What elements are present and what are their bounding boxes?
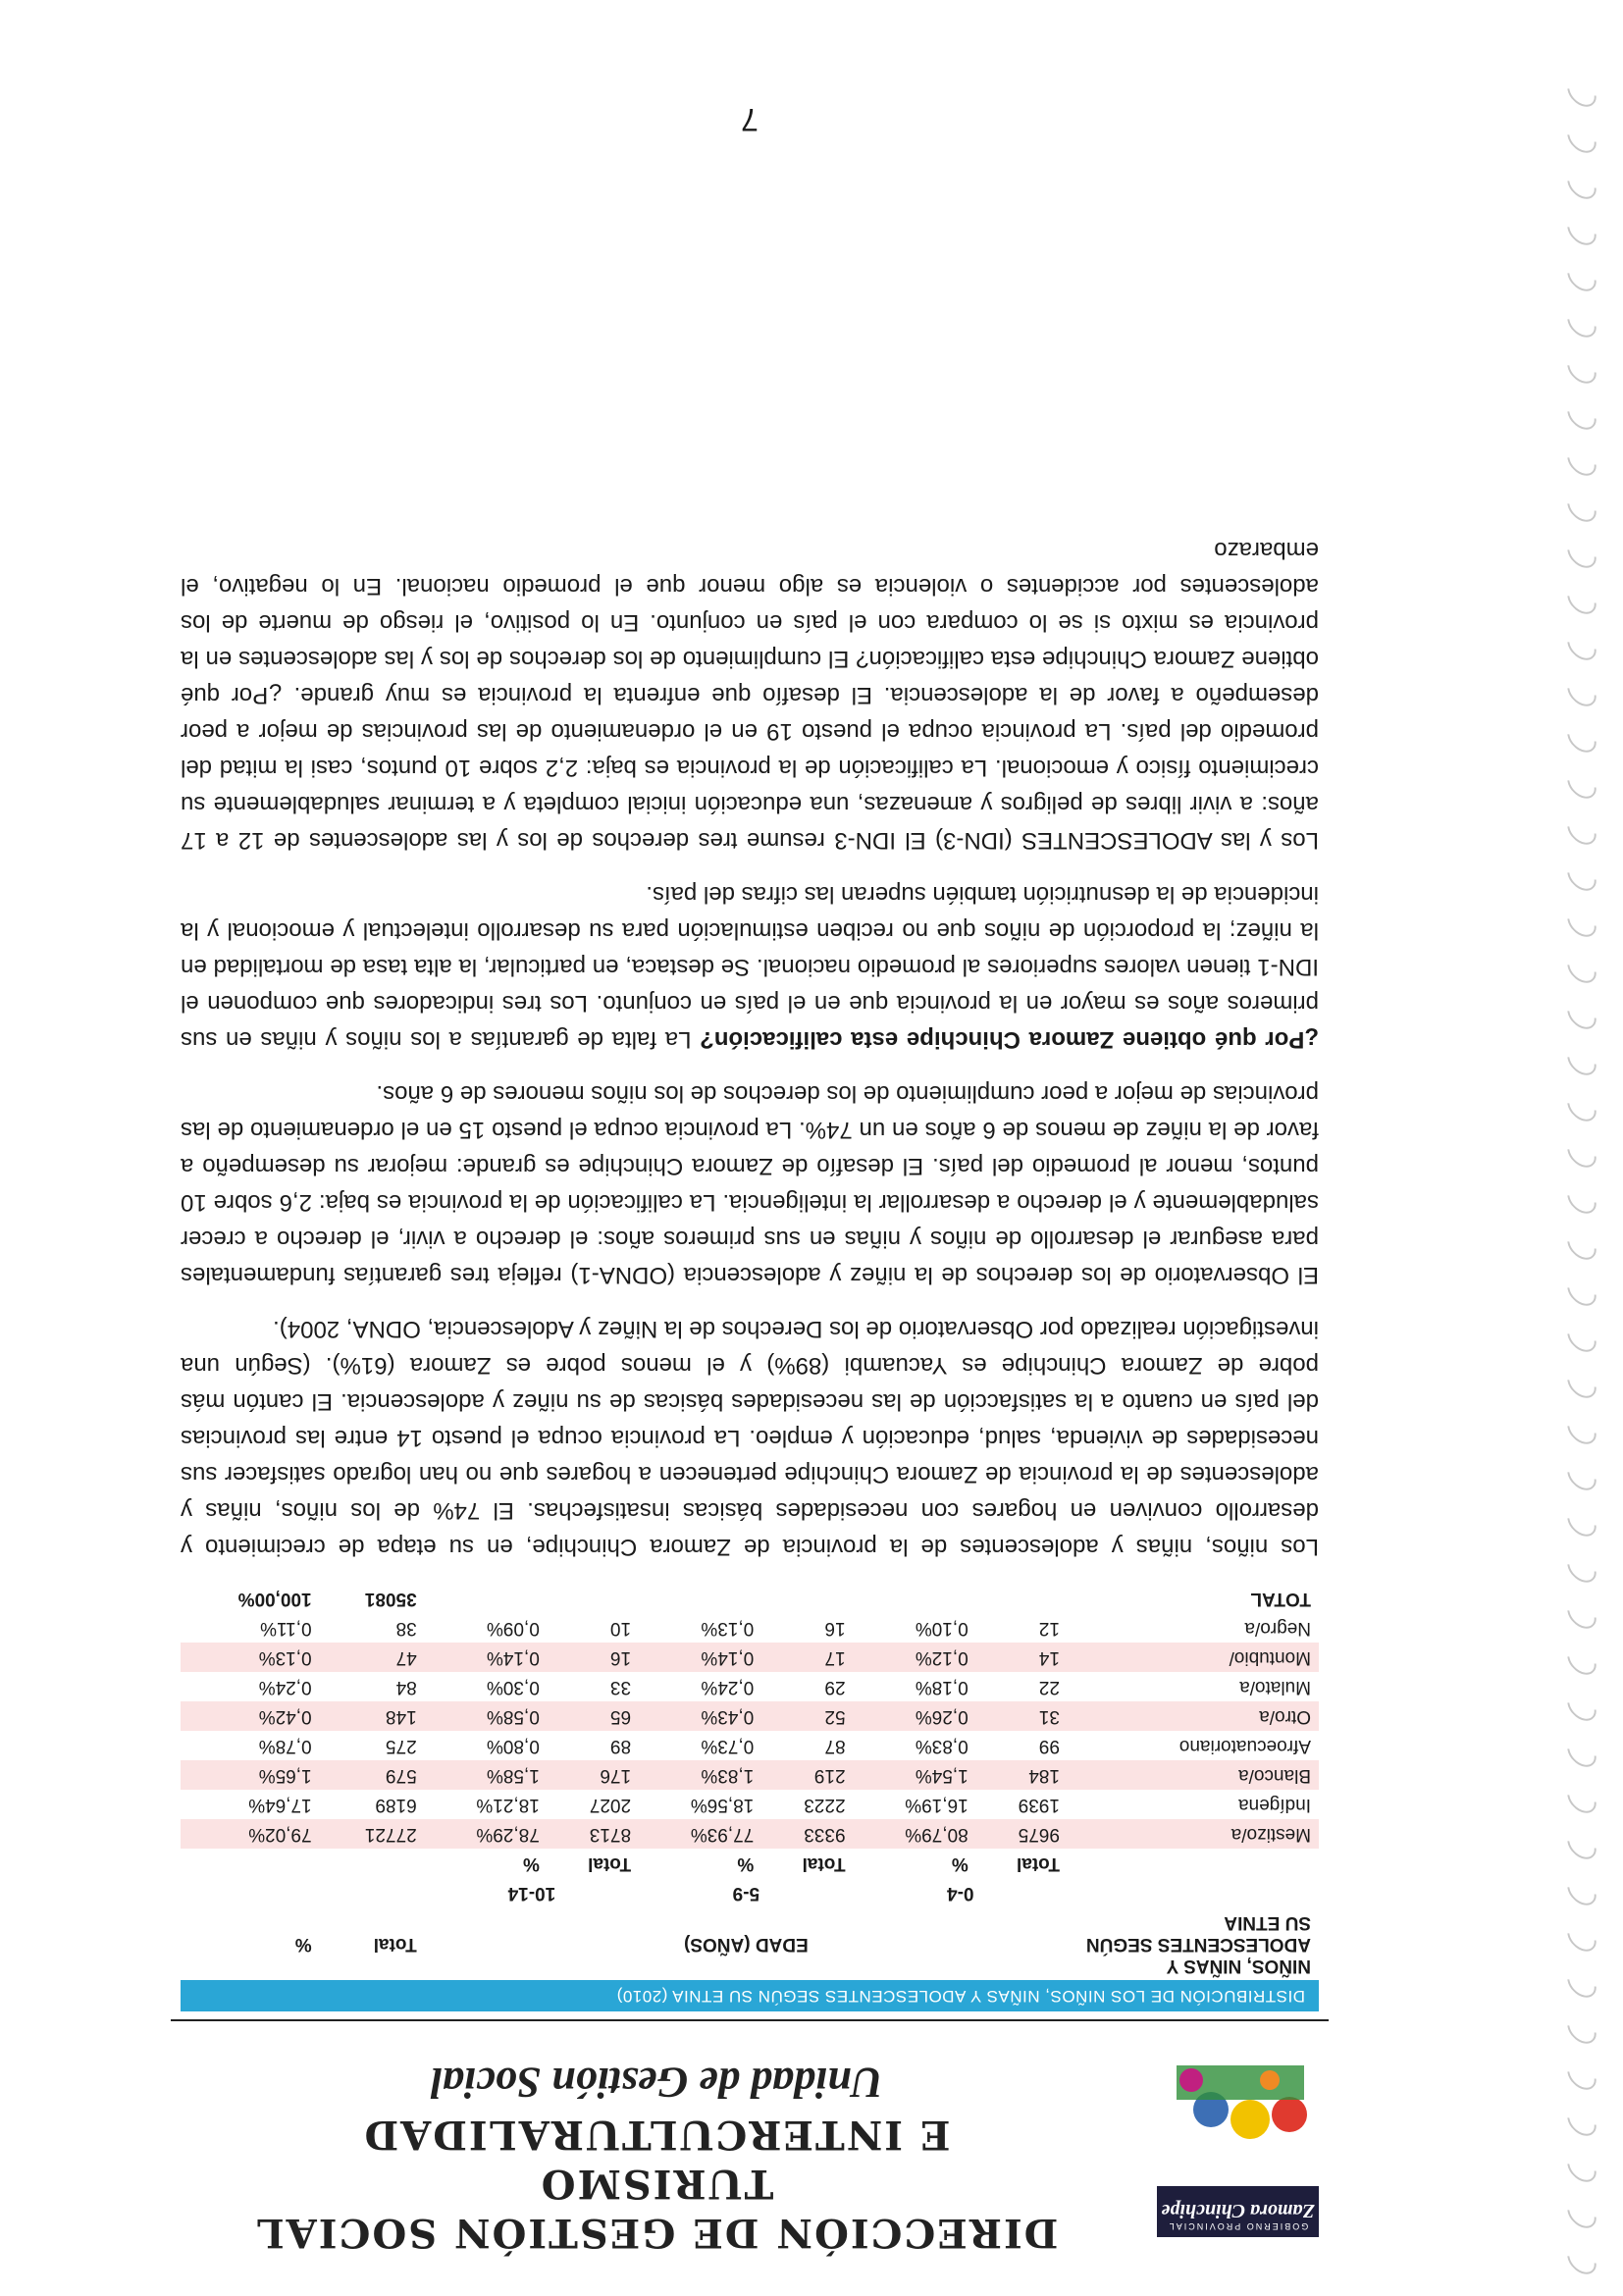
table-cell: 89 [548,1731,639,1760]
table-cell: 176 [548,1760,639,1790]
table-cell: 18,21% [425,1790,548,1819]
binding-hole [1561,1317,1601,1357]
table-cell: 0,26% [854,1701,976,1731]
logo-small-text: GOBIERNO PROVINCIAL [1167,2221,1309,2231]
table-cell: 0,24% [639,1672,761,1701]
table-row [181,1760,1319,1790]
title-line-2: E INTERCULTURALIDAD [362,2112,951,2158]
paragraph-3-question: ¿Por qué obtiene Zamora Chinchipe esta calificación? [700,1026,1319,1053]
table-cell: 275 [320,1731,425,1760]
table-cell: 9333 [761,1819,853,1849]
table-cell: 579 [320,1760,425,1790]
binding-hole [1561,2147,1601,2187]
binding-hole [1561,394,1601,435]
binding-hole [1561,1732,1601,1772]
table-header-row [181,1907,1319,1980]
binding-hole [1561,1962,1601,2003]
table-cell: 33 [548,1672,639,1701]
data-table [181,1584,1319,1980]
table-cell: 2027 [548,1790,639,1819]
binding-hole [1561,625,1601,665]
binding-hole [1561,717,1601,757]
sub-header: % [522,1853,540,1874]
binding-hole [1561,1178,1601,1219]
table-cell: 0,14% [639,1643,761,1672]
total-row [181,1584,1319,1613]
binding-hole [1561,1916,1601,1957]
logo [1152,2051,1329,2247]
table-cell: 1,54% [854,1760,976,1790]
table-cell: 14 [976,1643,1068,1672]
binding-hole [1561,210,1601,250]
binding-hole [1561,1409,1601,1449]
binding-hole [1561,856,1601,896]
binding-hole [1561,487,1601,527]
table-title: DISTRIBUCIÓN DE LOS NIÑOS, NIÑAS Y ADOLESCENTES SEGÚN SU ETNIA (2010) [181,1980,1319,2011]
table-cell: 219 [761,1760,853,1790]
table-cell: 18,56% [639,1790,761,1819]
table-cell: 10 [548,1613,639,1643]
binding-hole [1561,2009,1601,2049]
paragraph-1: Los niños, niñas y adolescentes de la provincia de Zamora Chinchipe, en su etapa de crecimiento y desarrollo conviven en hogares con necesidades básicas insatisfechas. El 74% de los niños, niñas y adolescentes de la provincia de Zamora Chinchipe pertenecen a hogares que no han logrado satisfacer sus necesidades de vivienda, salud, educación y empleo. La provincia ocupa el puesto 14 entre las provincias del país en cuanto a la satisfacción de las necesidades básicas de su niñez y adolescencia. El cantón más pobre de Zamora Chinchipe es Yacuambi (89%) y el menos pobre es Zamora (61%). (Según una investigación realizado por Observatorio de los Derechos de la Niñez y Adolescencia, ODNA, 2004). [181,1316,1319,1560]
binding-hole [1561,348,1601,389]
age-group: 0-4 [947,1883,974,1904]
binding-hole [1561,1547,1601,1588]
table-cell: 29 [761,1672,853,1701]
table-cell: 0,10% [854,1613,976,1643]
table-cell: 16 [548,1643,639,1672]
sub-header: Total [588,1853,632,1874]
table-cell: 2223 [761,1790,853,1819]
table-cell: 0,43% [639,1701,761,1731]
table-cell: 79,02% [181,1819,320,1849]
table-cell: 0,09% [425,1613,548,1643]
table-row [181,1701,1319,1731]
table-row [181,1613,1319,1643]
table-cell: 0,78% [181,1731,320,1760]
binding-hole [1561,533,1601,573]
sub-header: Total [1017,1853,1060,1874]
table-cell: 47 [320,1643,425,1672]
edad-header: EDAD (AÑOS) [684,1934,809,1955]
sub-header: % [951,1853,969,1874]
table-cell: 0,18% [854,1672,976,1701]
binding-hole [1561,1824,1601,1864]
unit-subtitle: Unidad de Gestión Social [430,2059,883,2107]
binding-hole [1561,1086,1601,1126]
table-cell: 77,93% [639,1819,761,1849]
paragraph-2: El Observatorio de los derechos de la niñez y adolescencia (ODNA-1) refleja tres garantías fundamentales para asegurar el desarrollo de niños y niñas en sus primeros años: el derecho a vivir, el derecho a crecer saludablemente y el derecho a desarrollar la inteligencia. La calificación de la provincia es baja: 2,6 sobre 10 puntos, menor al promedio del país. El desafío de Zamora Chinchipe es grande: mejorar su desempeño a favor de la niñez de menos de 6 años en un 74%. La provincia ocupa el puesto 15 en el ordenamiento de las provincias de mejor a peor cumplimiento de los derechos de los niños menores de 6 años. [181,1080,1319,1288]
table-cell: 184 [976,1760,1068,1790]
binding-hole [1561,1455,1601,1495]
total-pct: 100,00% [237,1589,312,1609]
table-cell: 87 [761,1731,853,1760]
table-cell: 1,65% [181,1760,320,1790]
table-cell: 80,79% [854,1819,976,1849]
table-row [181,1672,1319,1701]
binding-hole [1561,2239,1601,2279]
age-group: 5-9 [732,1883,760,1904]
total-label: TOTAL [1250,1589,1311,1609]
paragraph-4: Los y las ADOLESCENTES (IDN-3) El IDN-3 resume tres derechos de los y las adolescentes de 12 a 17 años: a vivir libres de peligros y amenazas, una educación inicial completa y a terminar saludablemente su crecimiento físico y emocional. La calificación de la provincia es baja: 2,2 sobre 10 puntos, casi la mitad del promedio del país. La provincia ocupa el puesto 19 en el ordenamiento de las provincias de mejor a peor desempeño a favor de la adolescencia. El desafío que enfrenta la provincia es muy grande. ¿Por qué obtiene Zamora Chinchipe esta calificación? El cumplimiento de los derechos de los y las adolescentes en la provincia es mixto si se lo compara con el país en conjunto. En lo positivo, el riesgo de muerte de los adolescentes por accidentes o violencia es algo menor que el promedio nacional. En lo negativo, el embarazo [181,537,1319,854]
ethnicity-table [181,1584,1319,2011]
age-group-row [181,1878,1319,1907]
table-cell: 1939 [976,1790,1068,1819]
letterhead-titles [171,2055,1142,2257]
binding-hole [1561,2193,1601,2233]
table-cell: 52 [761,1701,853,1731]
row-label: Mestizo/a [1068,1819,1319,1849]
table-cell: 27721 [320,1819,425,1849]
total-value: 35081 [364,1589,417,1609]
binding-hole [1561,994,1601,1034]
binding-hole [1561,1640,1601,1680]
total-header: Total [373,1934,417,1955]
table-row [181,1731,1319,1760]
binding-hole [1561,1686,1601,1726]
row-label: Mulato/a [1068,1672,1319,1701]
table-cell: 0,12% [854,1643,976,1672]
body-text [181,514,1319,1565]
binding-hole [1561,1778,1601,1818]
binding-hole [1561,671,1601,711]
row-label: Negro/a [1068,1613,1319,1643]
table-row [181,1819,1319,1849]
logo-badge [1157,2186,1319,2237]
row-label: Indígena [1068,1790,1319,1819]
binding-hole [1561,1870,1601,1910]
table-cell: 22 [976,1672,1068,1701]
binding-hole [1561,2055,1601,2095]
paragraph-3 [181,876,1319,1058]
table-cell: 16,19% [854,1790,976,1819]
binding-hole [1561,164,1601,204]
binding-hole [1561,72,1601,112]
table-cell: 0,13% [639,1613,761,1643]
logo-figures-icon [1152,2051,1329,2159]
table-cell: 0,58% [425,1701,548,1731]
table-cell: 148 [320,1701,425,1731]
table-cell: 99 [976,1731,1068,1760]
table-cell: 0,14% [425,1643,548,1672]
binding-hole [1561,1363,1601,1403]
table-cell: 6189 [320,1790,425,1819]
table-cell: 84 [320,1672,425,1701]
table-cell: 0,24% [181,1672,320,1701]
binding-hole [1561,809,1601,850]
table-cell: 78,29% [425,1819,548,1849]
binding-hole [1561,256,1601,296]
binding-hole [1561,1501,1601,1541]
binding-hole [1561,763,1601,804]
table-cell: 0,73% [639,1731,761,1760]
table-cell: 0,11% [181,1613,320,1643]
binding-hole [1561,948,1601,988]
table-row [181,1790,1319,1819]
table-cell: 38 [320,1613,425,1643]
binding-hole [1561,1225,1601,1265]
paragraph-3-text: La falta de garantías a los niños y niñas en sus primeros años es mayor en la provincia que en el país en conjunto. Los tres indicadores que componen el IDN-1 tienen valores superiores al promedio nacional. Se destaca, en particular, la alta tasa de mortalidad en la niñez; la proporción de niños que no reciben estimulación para su desarrollo intelectual y emocional y la incidencia de la desnutrición también superan las cifras del país. [181,881,1319,1053]
table-cell: 65 [548,1701,639,1731]
table-cell: 12 [976,1613,1068,1643]
table-cell: 9675 [976,1819,1068,1849]
sub-header: % [737,1853,755,1874]
table-cell: 17,64% [181,1790,320,1819]
table-cell: 0,13% [181,1643,320,1672]
sub-header: Total [802,1853,846,1874]
row-label: Otro/a [1068,1701,1319,1731]
title-line-1: DIRECCIÓN DE GESTIÓN SOCIAL TURISMO [254,2161,1059,2256]
binding-hole [1561,1271,1601,1311]
table-cell: 16 [761,1613,853,1643]
table-cell: 17 [761,1643,853,1672]
binding-hole [1561,579,1601,619]
table-cell: 1,58% [425,1760,548,1790]
group-header: NIÑOS, NIÑAS Y ADOLESCENTES SEGÚN SU ETNIA [1085,1912,1311,1976]
table-row [181,1643,1319,1672]
binding-hole [1561,441,1601,481]
binding-hole [1561,1593,1601,1634]
table-cell: 0,83% [854,1731,976,1760]
age-group: 10-14 [507,1883,556,1904]
table-cell: 0,30% [425,1672,548,1701]
row-label: Montubio/ [1068,1643,1319,1672]
binding-hole [1561,902,1601,942]
page-number: 7 [741,102,759,137]
binding-hole [1561,1132,1601,1173]
table-cell: 8713 [548,1819,639,1849]
table-cell: 31 [976,1701,1068,1731]
table-cell: 0,42% [181,1701,320,1731]
binding-hole [1561,1040,1601,1080]
binding-hole [1561,118,1601,158]
binding-holes [1564,20,1594,2276]
row-label: Blanco/a [1068,1760,1319,1790]
row-label: Afroecuatoriano [1068,1731,1319,1760]
logo-big-text: Zamora Chinchipe [1161,2200,1315,2221]
table-cell: 0,80% [425,1731,548,1760]
binding-hole [1561,302,1601,342]
sub-header-row [181,1849,1319,1878]
table-cell: 1,83% [639,1760,761,1790]
pct-header: % [294,1934,312,1955]
binding-hole [1561,2101,1601,2141]
header-rule [171,2019,1329,2021]
letterhead [171,2041,1329,2257]
